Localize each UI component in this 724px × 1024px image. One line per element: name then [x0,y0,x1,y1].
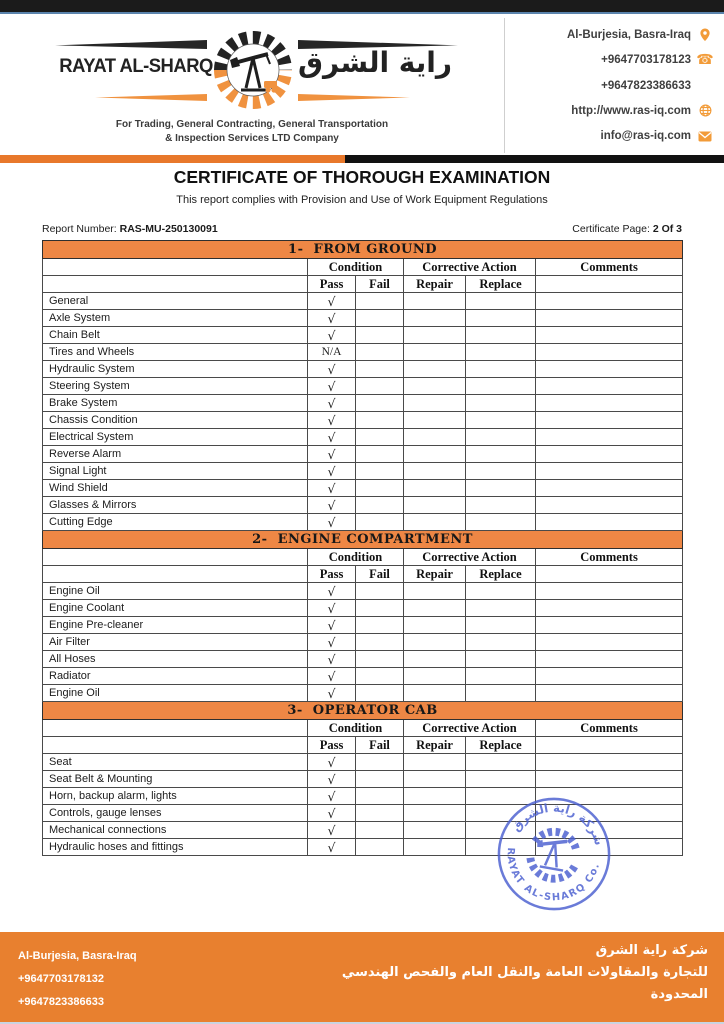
repair-cell [404,651,466,668]
item-label: Air Filter [43,634,308,651]
replace-cell [466,754,536,771]
contact-address-text: Al-Burjesia, Basra-Iraq [567,29,691,41]
repair-cell [404,327,466,344]
inspection-row [43,429,683,446]
inspection-row [43,839,683,856]
comments-cell [536,634,683,651]
fail-cell [356,617,404,634]
replace-header: Replace [466,737,536,754]
contact-website-text[interactable]: http://www.ras-iq.com [571,104,691,117]
fail-cell [356,651,404,668]
certificate-page-indicator [572,223,682,235]
header-divider-bar [0,155,724,163]
section-title: 3- OPERATOR CAB [43,702,683,720]
blank-header-cell [43,549,308,566]
pass-cell: N/A [308,344,356,361]
repair-cell [404,361,466,378]
pass-cell: √ [308,361,356,378]
fail-header: Fail [356,737,404,754]
comments-cell [536,771,683,788]
item-label: Cutting Edge [43,514,308,531]
fail-cell [356,600,404,617]
comments-cell [536,583,683,600]
replace-cell [466,378,536,395]
repair-cell [404,634,466,651]
comments-cell [536,514,683,531]
comments-cell [536,310,683,327]
pass-cell: √ [308,634,356,651]
repair-cell [404,788,466,805]
fail-cell [356,771,404,788]
inspection-row [43,412,683,429]
report-number-value: RAS-MU-250130091 [119,223,218,235]
gear-pumpjack-logo-icon [208,22,298,118]
footer-contact-block [18,945,137,1014]
comments-cell [536,293,683,310]
replace-cell [466,514,536,531]
replace-cell [466,429,536,446]
replace-cell [466,822,536,839]
certificate-page-value: 2 Of 3 [652,223,682,235]
inspection-row [43,685,683,702]
blank-header-cell [43,259,308,276]
section-bar-row [43,241,683,259]
pass-cell: √ [308,822,356,839]
item-label: Hydraulic System [43,361,308,378]
pass-header: Pass [308,737,356,754]
repair-header: Repair [404,737,466,754]
replace-cell [466,310,536,327]
comments-cell [536,480,683,497]
fail-cell [356,446,404,463]
pass-cell: √ [308,805,356,822]
item-label: Hydraulic hoses and fittings [43,839,308,856]
item-label: Glasses & Mirrors [43,497,308,514]
replace-header: Replace [466,276,536,293]
inspection-row [43,634,683,651]
inspection-row [43,293,683,310]
item-label: Tires and Wheels [43,344,308,361]
item-label: Axle System [43,310,308,327]
pass-cell: √ [308,497,356,514]
item-label: Wind Shield [43,480,308,497]
comments-subheader-blank [536,276,683,293]
item-label: Chassis Condition [43,412,308,429]
comments-cell [536,788,683,805]
repair-cell [404,310,466,327]
fail-cell [356,395,404,412]
inspection-row [43,651,683,668]
repair-cell [404,514,466,531]
repair-cell [404,685,466,702]
replace-cell [466,293,536,310]
contact-phone2-text: +9647823386633 [601,79,691,92]
repair-cell [404,805,466,822]
replace-cell [466,788,536,805]
comments-cell [536,839,683,856]
report-number-label: Report Number: [42,223,117,235]
contact-phone-1 [505,53,712,67]
stamp-arabic-text: شركة راية الشرق [508,800,607,847]
item-label: Steering System [43,378,308,395]
table-header-row-columns [43,566,683,583]
comments-cell [536,327,683,344]
repair-cell [404,395,466,412]
fail-cell [356,378,404,395]
corrective-action-header: Corrective Action [404,549,536,566]
repair-header: Repair [404,276,466,293]
repair-cell [404,480,466,497]
comments-cell [536,344,683,361]
pass-cell: √ [308,771,356,788]
pass-cell: √ [308,293,356,310]
company-name-arabic: راية الشرق [298,46,453,79]
replace-cell [466,395,536,412]
contact-email-text[interactable]: info@ras-iq.com [600,130,691,142]
fail-cell [356,344,404,361]
replace-cell [466,446,536,463]
contact-email[interactable] [505,129,712,143]
fail-cell [356,310,404,327]
comments-cell [536,412,683,429]
company-name-english: RAYAT AL-SHARQ [59,56,213,77]
repair-cell [404,839,466,856]
fail-cell [356,514,404,531]
replace-cell [466,327,536,344]
contact-phone1-text: +9647703178123 [601,54,691,67]
comments-cell [536,805,683,822]
item-label: Engine Oil [43,583,308,600]
footer-arabic-line3: المحدودة [650,987,708,1002]
contact-address [505,28,712,42]
repair-cell [404,668,466,685]
pass-cell: √ [308,685,356,702]
inspection-row [43,310,683,327]
pass-header: Pass [308,276,356,293]
fail-cell [356,463,404,480]
repair-cell [404,497,466,514]
fail-cell [356,668,404,685]
replace-cell [466,839,536,856]
pass-cell: √ [308,651,356,668]
comments-cell [536,617,683,634]
comments-header: Comments [536,259,683,276]
item-label: All Hoses [43,651,308,668]
item-label: Seat [43,754,308,771]
fail-cell [356,327,404,344]
corrective-action-header: Corrective Action [404,720,536,737]
table-header-row-groups [43,259,683,276]
blank-header-cell [43,720,308,737]
repair-cell [404,293,466,310]
replace-cell [466,600,536,617]
replace-cell [466,583,536,600]
fail-cell [356,429,404,446]
report-meta-line [42,223,682,235]
repair-cell [404,600,466,617]
pass-cell: √ [308,600,356,617]
comments-cell [536,446,683,463]
pass-cell: √ [308,514,356,531]
comments-cell [536,378,683,395]
inspection-row [43,361,683,378]
pass-cell: √ [308,583,356,600]
inspection-row [43,788,683,805]
comments-cell [536,361,683,378]
pass-cell: √ [308,412,356,429]
pass-cell: √ [308,480,356,497]
blank-header-cell [43,737,308,754]
fail-cell [356,754,404,771]
footer-arabic-line2: للتجارة والمقاولات العامة والنقل العام والفحص الهندسي [341,965,708,980]
pass-cell: √ [308,378,356,395]
divider-black-segment [345,155,724,163]
comments-cell [536,463,683,480]
table-header-row-groups [43,720,683,737]
inspection-row [43,497,683,514]
comments-cell [536,600,683,617]
footer-address: Al-Burjesia, Basra-Iraq [18,950,137,962]
table-header-row-columns [43,276,683,293]
page-title: CERTIFICATE OF THOROUGH EXAMINATION [173,167,551,187]
footer-phone-1: +9647703178132 [18,973,104,985]
inspection-row [43,327,683,344]
item-label: Electrical System [43,429,308,446]
condition-header: Condition [308,259,404,276]
comments-cell [536,754,683,771]
page-footer [0,932,724,1024]
item-label: Signal Light [43,463,308,480]
contact-website[interactable] [505,104,712,118]
location-pin-icon [698,28,712,42]
inspection-row [43,617,683,634]
inspection-row [43,463,683,480]
item-label: Controls, gauge lenses [43,805,308,822]
repair-cell [404,583,466,600]
item-label: Mechanical connections [43,822,308,839]
comments-cell [536,668,683,685]
section-bar-row [43,531,683,549]
blank-header-cell [43,566,308,583]
pass-cell: √ [308,429,356,446]
company-tagline [10,118,494,146]
company-logo [0,16,504,155]
comments-cell [536,685,683,702]
footer-phone-2: +9647823386633 [18,996,104,1008]
repair-cell [404,822,466,839]
top-dark-bar [0,0,724,14]
repair-cell [404,771,466,788]
repair-cell [404,429,466,446]
pass-cell: √ [308,668,356,685]
inspection-row [43,395,683,412]
section-title: 1- FROM GROUND [43,241,683,259]
pass-header: Pass [308,566,356,583]
report-number [42,223,218,235]
fail-header: Fail [356,276,404,293]
fail-cell [356,634,404,651]
inspection-row [43,583,683,600]
blank-header-cell [43,276,308,293]
comments-cell [536,651,683,668]
comments-header: Comments [536,549,683,566]
contact-info-list [505,24,724,149]
divider-orange-segment [0,155,345,163]
phone-icon: ☎ [696,52,714,69]
fail-cell [356,583,404,600]
inspection-row [43,822,683,839]
pass-cell: √ [308,395,356,412]
logo-wing-orange-left [95,94,207,101]
item-label: Seat Belt & Mounting [43,771,308,788]
stamp-latin-text: RAYAT AL-SHARQ Co. [504,847,603,904]
pass-cell: √ [308,446,356,463]
footer-company-arabic-block [228,940,708,1006]
repair-cell [404,446,466,463]
item-label: Brake System [43,395,308,412]
fail-cell [356,839,404,856]
comments-cell [536,429,683,446]
replace-cell [466,480,536,497]
repair-cell [404,378,466,395]
inspection-table-body [43,241,683,856]
repair-cell [404,463,466,480]
logo-wing-orange-right [298,94,410,101]
replace-cell [466,634,536,651]
title-block [0,167,724,206]
comments-cell [536,395,683,412]
item-label: Reverse Alarm [43,446,308,463]
comments-subheader-blank [536,566,683,583]
envelope-icon [698,129,712,143]
item-label: Engine Coolant [43,600,308,617]
pass-cell: √ [308,839,356,856]
comments-subheader-blank [536,737,683,754]
fail-cell [356,361,404,378]
fail-header: Fail [356,566,404,583]
replace-cell [466,685,536,702]
table-header-row-groups [43,549,683,566]
page-header [0,16,724,155]
tagline-line2: & Inspection Services LTD Company [165,133,339,144]
section-bar-row [43,702,683,720]
inspection-row [43,446,683,463]
inspection-row [43,805,683,822]
fail-cell [356,497,404,514]
page-subtitle: This report complies with Provision and Use of Work Equipment Regulations [176,194,548,206]
item-label: Engine Pre-cleaner [43,617,308,634]
fail-cell [356,805,404,822]
pass-cell: √ [308,617,356,634]
comments-cell [536,822,683,839]
certificate-page-label: Certificate Page: [572,223,650,235]
fail-cell [356,480,404,497]
inspection-row [43,378,683,395]
repair-cell [404,412,466,429]
fail-cell [356,822,404,839]
fail-cell [356,412,404,429]
inspection-table-wrapper [42,240,682,856]
contact-phone-2 [505,79,712,93]
item-label: Radiator [43,668,308,685]
globe-icon [698,104,712,118]
condition-header: Condition [308,720,404,737]
replace-cell [466,497,536,514]
replace-cell [466,463,536,480]
comments-header: Comments [536,720,683,737]
fail-cell [356,788,404,805]
replace-cell [466,771,536,788]
fail-cell [356,685,404,702]
item-label: Chain Belt [43,327,308,344]
inspection-row [43,514,683,531]
replace-cell [466,668,536,685]
inspection-row [43,600,683,617]
repair-cell [404,344,466,361]
table-header-row-columns [43,737,683,754]
inspection-table [42,240,683,856]
section-title: 2- ENGINE COMPARTMENT [43,531,683,549]
replace-cell [466,651,536,668]
repair-cell [404,617,466,634]
pass-cell: √ [308,754,356,771]
condition-header: Condition [308,549,404,566]
replace-cell [466,344,536,361]
pass-cell: √ [308,327,356,344]
icon-spacer [698,79,712,93]
replace-header: Replace [466,566,536,583]
pass-cell: √ [308,463,356,480]
repair-cell [404,754,466,771]
replace-cell [466,805,536,822]
tagline-line1: For Trading, General Contracting, General Transportation [115,119,389,130]
footer-arabic-line1: شركة راية الشرق [595,943,708,958]
item-label: Horn, backup alarm, lights [43,788,308,805]
fail-cell [356,293,404,310]
replace-cell [466,412,536,429]
inspection-row [43,344,683,361]
item-label: Engine Oil [43,685,308,702]
item-label: General [43,293,308,310]
inspection-row [43,480,683,497]
pass-cell: √ [308,788,356,805]
inspection-row [43,771,683,788]
replace-cell [466,361,536,378]
inspection-row [43,754,683,771]
pass-cell: √ [308,310,356,327]
corrective-action-header: Corrective Action [404,259,536,276]
comments-cell [536,497,683,514]
inspection-row [43,668,683,685]
logo-wing-left [55,40,207,49]
replace-cell [466,617,536,634]
repair-header: Repair [404,566,466,583]
